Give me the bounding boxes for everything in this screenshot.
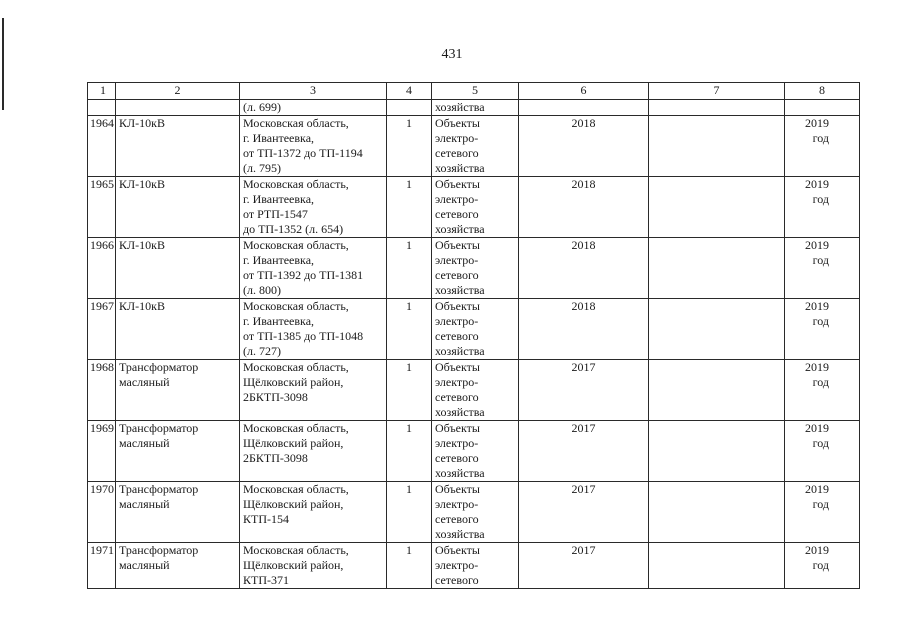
cell-term: 2019 год bbox=[785, 421, 860, 482]
cell-col7 bbox=[649, 116, 785, 177]
cell-address bbox=[240, 177, 387, 238]
cell-line: Объекты bbox=[435, 177, 480, 191]
cell-line: Объекты bbox=[435, 238, 480, 252]
cell-term: 2019 год bbox=[785, 360, 860, 421]
column-header: 4 bbox=[387, 83, 432, 100]
column-header: 3 bbox=[240, 83, 387, 100]
cell-line: масляный bbox=[119, 375, 170, 389]
cell-line: хозяйства bbox=[435, 222, 485, 236]
cell-num: 1969 bbox=[88, 421, 116, 482]
cell-line: сетевого bbox=[435, 146, 479, 160]
cell-line: Щёлковский район, bbox=[243, 375, 344, 389]
cell-line: Московская область, bbox=[243, 421, 349, 435]
cell-name bbox=[116, 238, 240, 299]
cell-line: от РТП-1547 bbox=[243, 207, 308, 221]
cell-line: Трансформатор bbox=[119, 482, 199, 496]
cell-col7 bbox=[649, 421, 785, 482]
cell-line: от ТП-1372 до ТП-1194 bbox=[243, 146, 363, 160]
cell-line: от ТП-1392 до ТП-1381 bbox=[243, 268, 364, 282]
header-row bbox=[88, 83, 860, 100]
cell-num: 1966 bbox=[88, 238, 116, 299]
table-row bbox=[88, 299, 860, 360]
cell-address bbox=[240, 238, 387, 299]
cell-num: 1971 bbox=[88, 543, 116, 589]
table-row bbox=[88, 421, 860, 482]
cell-num: 1970 bbox=[88, 482, 116, 543]
cell-term: 2019 год bbox=[785, 299, 860, 360]
cell-line: Московская область, bbox=[243, 116, 349, 130]
cell-address bbox=[240, 543, 387, 589]
cell-count: 1 bbox=[387, 360, 432, 421]
cell-line: сетевого bbox=[435, 390, 479, 404]
table-row bbox=[88, 177, 860, 238]
cell-line: КЛ-10кВ bbox=[119, 299, 165, 313]
cell-num: 1965 bbox=[88, 177, 116, 238]
cell-line: КТП-371 bbox=[243, 573, 289, 587]
cell-num bbox=[88, 100, 116, 116]
cell-count: 1 bbox=[387, 116, 432, 177]
cell-line: Щёлковский район, bbox=[243, 436, 344, 450]
cell-col7 bbox=[649, 360, 785, 421]
cell-address bbox=[240, 482, 387, 543]
table-row bbox=[88, 360, 860, 421]
cell-purpose bbox=[432, 299, 519, 360]
cell-purpose bbox=[432, 482, 519, 543]
cell-line: масляный bbox=[119, 558, 170, 572]
cell-line: 2БКТП-3098 bbox=[243, 390, 308, 404]
table-row bbox=[88, 116, 860, 177]
cell-col7 bbox=[649, 238, 785, 299]
cell-address: (л. 699) bbox=[240, 100, 387, 116]
column-header: 6 bbox=[519, 83, 649, 100]
cell-year: 2018 bbox=[519, 238, 649, 299]
cell-term: 2019 год bbox=[785, 482, 860, 543]
cell-line: Объекты bbox=[435, 421, 480, 435]
cell-col7 bbox=[649, 177, 785, 238]
cell-line: (л. 795) bbox=[243, 161, 281, 175]
cell-line: электро- bbox=[435, 192, 479, 206]
cell-term: 2019 год bbox=[785, 116, 860, 177]
cell-num: 1964 bbox=[88, 116, 116, 177]
cell-year: 2018 bbox=[519, 116, 649, 177]
cell-line: Объекты bbox=[435, 482, 480, 496]
cell-count: 1 bbox=[387, 482, 432, 543]
cell-line: Трансформатор bbox=[119, 421, 199, 435]
column-header: 8 bbox=[785, 83, 860, 100]
cell-line: хозяйства bbox=[435, 161, 485, 175]
cell-line: хозяйства bbox=[435, 527, 485, 541]
cell-address bbox=[240, 299, 387, 360]
cell-purpose bbox=[432, 177, 519, 238]
cell-line: Московская область, bbox=[243, 299, 349, 313]
cell-line: г. Ивантеевка, bbox=[243, 192, 315, 206]
cell-line: хозяйства bbox=[435, 466, 485, 480]
cell-name bbox=[116, 360, 240, 421]
cell-line: масляный bbox=[119, 436, 170, 450]
cell-line: электро- bbox=[435, 375, 479, 389]
cell-line: Московская область, bbox=[243, 543, 349, 557]
cell-purpose bbox=[432, 421, 519, 482]
cell-line: Объекты bbox=[435, 299, 480, 313]
cell-purpose bbox=[432, 116, 519, 177]
cell-line: сетевого bbox=[435, 207, 479, 221]
cell-year bbox=[519, 100, 649, 116]
cell-name bbox=[116, 100, 240, 116]
cell-line: электро- bbox=[435, 558, 479, 572]
continuation-row bbox=[88, 100, 860, 116]
cell-line: (л. 727) bbox=[243, 344, 281, 358]
cell-line: Московская область, bbox=[243, 238, 349, 252]
cell-line: от ТП-1385 до ТП-1048 bbox=[243, 329, 364, 343]
cell-name bbox=[116, 543, 240, 589]
cell-year: 2017 bbox=[519, 543, 649, 589]
cell-purpose: хозяйства bbox=[432, 100, 519, 116]
column-header: 1 bbox=[88, 83, 116, 100]
table-row bbox=[88, 482, 860, 543]
cell-year: 2017 bbox=[519, 360, 649, 421]
table-row bbox=[88, 543, 860, 589]
cell-line: электро- bbox=[435, 131, 479, 145]
cell-name bbox=[116, 421, 240, 482]
cell-line: г. Ивантеевка, bbox=[243, 131, 315, 145]
cell-line: электро- bbox=[435, 497, 479, 511]
cell-year: 2017 bbox=[519, 421, 649, 482]
cell-count: 1 bbox=[387, 543, 432, 589]
cell-line: электро- bbox=[435, 436, 479, 450]
cell-name bbox=[116, 116, 240, 177]
cell-num: 1967 bbox=[88, 299, 116, 360]
cell-col7 bbox=[649, 299, 785, 360]
cell-term: 2019 год bbox=[785, 238, 860, 299]
cell-line: хозяйства bbox=[435, 405, 485, 419]
column-header: 5 bbox=[432, 83, 519, 100]
cell-line: Объекты bbox=[435, 543, 480, 557]
cell-term: 2019 год bbox=[785, 543, 860, 589]
cell-line: Московская область, bbox=[243, 177, 349, 191]
cell-line: Объекты bbox=[435, 116, 480, 130]
cell-line: Московская область, bbox=[243, 360, 349, 374]
cell-count: 1 bbox=[387, 238, 432, 299]
cell-line: Щёлковский район, bbox=[243, 497, 344, 511]
cell-count bbox=[387, 100, 432, 116]
cell-count: 1 bbox=[387, 177, 432, 238]
registry-table bbox=[87, 82, 860, 589]
cell-year: 2018 bbox=[519, 299, 649, 360]
cell-line: КЛ-10кВ bbox=[119, 238, 165, 252]
table-row bbox=[88, 238, 860, 299]
cell-line: Трансформатор bbox=[119, 360, 199, 374]
cell-col7 bbox=[649, 543, 785, 589]
cell-line: КЛ-10кВ bbox=[119, 177, 165, 191]
cell-col7 bbox=[649, 100, 785, 116]
column-header: 7 bbox=[649, 83, 785, 100]
cell-col7 bbox=[649, 482, 785, 543]
cell-line: Трансформатор bbox=[119, 543, 199, 557]
cell-line: электро- bbox=[435, 253, 479, 267]
cell-address bbox=[240, 360, 387, 421]
cell-line: электро- bbox=[435, 314, 479, 328]
cell-purpose bbox=[432, 238, 519, 299]
cell-name bbox=[116, 177, 240, 238]
cell-count: 1 bbox=[387, 299, 432, 360]
cell-line: сетевого bbox=[435, 512, 479, 526]
cell-line: хозяйства bbox=[435, 283, 485, 297]
cell-line: КТП-154 bbox=[243, 512, 289, 526]
cell-line: Московская область, bbox=[243, 482, 349, 496]
cell-line: сетевого bbox=[435, 451, 479, 465]
cell-line: г. Ивантеевка, bbox=[243, 314, 315, 328]
cell-address bbox=[240, 421, 387, 482]
scan-edge-mark bbox=[2, 18, 4, 110]
cell-year: 2018 bbox=[519, 177, 649, 238]
cell-count: 1 bbox=[387, 421, 432, 482]
cell-line: сетевого bbox=[435, 329, 479, 343]
cell-line: г. Ивантеевка, bbox=[243, 253, 315, 267]
cell-line: сетевого bbox=[435, 268, 479, 282]
cell-line: Объекты bbox=[435, 360, 480, 374]
cell-purpose bbox=[432, 360, 519, 421]
cell-line: до ТП-1352 (л. 654) bbox=[243, 222, 344, 236]
column-header: 2 bbox=[116, 83, 240, 100]
cell-name bbox=[116, 299, 240, 360]
cell-line: масляный bbox=[119, 497, 170, 511]
cell-name bbox=[116, 482, 240, 543]
cell-num: 1968 bbox=[88, 360, 116, 421]
cell-line: КЛ-10кВ bbox=[119, 116, 165, 130]
cell-line: сетевого bbox=[435, 573, 479, 587]
cell-year: 2017 bbox=[519, 482, 649, 543]
cell-address bbox=[240, 116, 387, 177]
cell-line: хозяйства bbox=[435, 344, 485, 358]
cell-term: 2019 год bbox=[785, 177, 860, 238]
cell-purpose bbox=[432, 543, 519, 589]
cell-term bbox=[785, 100, 860, 116]
cell-line: 2БКТП-3098 bbox=[243, 451, 308, 465]
cell-line: (л. 800) bbox=[243, 283, 281, 297]
page-number: 431 bbox=[441, 47, 463, 62]
cell-line: Щёлковский район, bbox=[243, 558, 344, 572]
